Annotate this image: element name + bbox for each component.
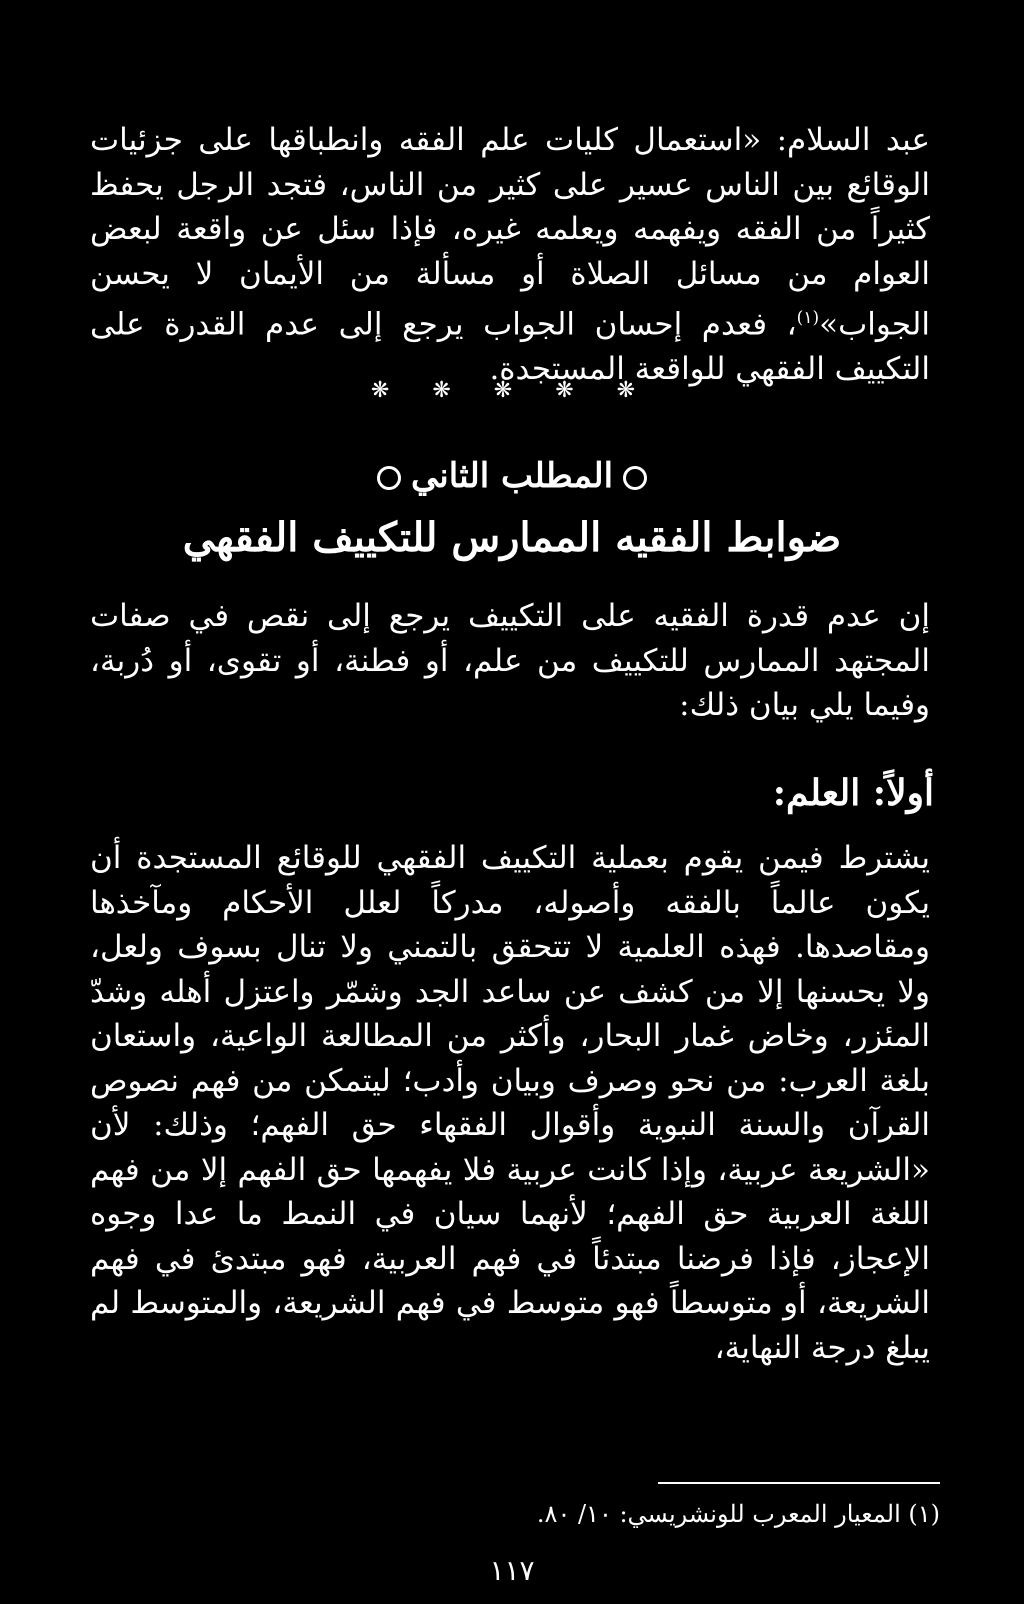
- section-subtitle-text: المطلب الثاني: [410, 456, 614, 496]
- item-heading: أولاً: العلم:: [772, 772, 934, 814]
- section-subtitle: [0, 456, 1024, 496]
- first-item-paragraph: يشترط فيمن يقوم بعملية التكييف الفقهي للوقائع المستجدة أن يكون عالماً بالفقه وأصوله، مدركاً لعلل الأحكام ومآخذها ومقاصدها. فهذه العلمية لا تتحقق بالتمني ولا تنال بسوف ولعل، ولا يحسنها إلا من كشف عن ساعد الجد وشمّر واعتزل أهله وشدّ المئزر، وخاض غمار البحار، وأكثر من المطالعة الواعية، واستعان بلغة العرب: من نحو وصرف وبيان وأدب؛ ليتمكن من فهم نصوص القرآن والسنة النبوية وأقوال الفقهاء حق الفهم؛ وذلك: لأن «الشريعة عربية، وإذا كانت عربية فلا يفهمها حق الفهم إلا من فهم اللغة العربية حق الفهم؛ لأنهما سيان في النمط ما عدا وجوه الإعجاز، فإذا فرضنا مبتدئاً في فهم العربية، فهو مبتدئ في فهم الشريعة، أو متوسطاً فهو متوسط في فهم الشريعة، والمتوسط لم يبلغ درجة النهاية،: [90, 840, 930, 1366]
- section-divider-stars: ❋ ❋ ❋ ❋ ❋: [370, 378, 654, 403]
- section-title: ضوابط الفقيه الممارس للتكييف الفقهي: [182, 514, 842, 561]
- footnote-reference: (١): [796, 308, 820, 328]
- intro-tail-text: ، فعدم إحسان الجواب يرجع إلى عدم القدرة على التكييف الفقهي للواقعة المستجدة.: [90, 306, 930, 387]
- ring-icon: [623, 466, 647, 490]
- second-paragraph: إن عدم قدرة الفقيه على التكييف يرجع إلى نقص في صفات المجتهد الممارس للتكييف من علم، أو فطنة، أو تقوى، أو دُربة، وفيما يلي بيان ذلك:: [90, 598, 930, 723]
- ring-icon: [377, 466, 401, 490]
- intro-text: عبد السلام: «استعمال كليات علم الفقه وانطباقها على جزئيات الوقائع بين الناس عسير على كثير من الناس، فتجد الرجل يحفظ كثيراً من الفقه ويفهمه ويعلمه غيره، فإذا سئل عن واقعة لبعض العوام من مسائل الصلاة أو مسألة من الأيمان لا يحسن الجواب»: [90, 122, 930, 343]
- page-number: ١١٧: [489, 1554, 535, 1587]
- footnote: (١) المعيار المعرب للونشريسي: ١٠/ ٨٠.: [536, 1500, 940, 1528]
- intro-paragraph: [90, 118, 930, 391]
- footnote-separator: [658, 1482, 940, 1484]
